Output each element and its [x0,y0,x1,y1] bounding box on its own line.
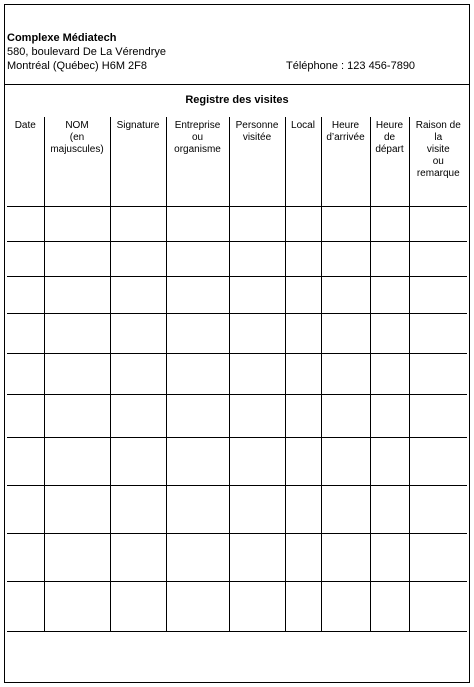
entry-cell[interactable] [321,276,370,313]
entry-cell[interactable] [370,313,409,353]
entry-cell[interactable] [229,394,285,437]
entry-cell[interactable] [409,437,467,485]
entry-cell[interactable] [321,206,370,241]
entry-cell[interactable] [166,581,229,631]
entry-cell[interactable] [7,353,44,394]
column-label: Heure de départ [375,120,404,155]
entry-cell[interactable] [229,581,285,631]
entry-cell[interactable] [370,581,409,631]
entry-cell[interactable] [285,313,321,353]
organization-city: Montréal (Québec) H6M 2F8 [7,60,147,72]
entry-cell[interactable] [44,581,110,631]
entry-cell[interactable] [370,394,409,437]
entry-cell[interactable] [370,437,409,485]
entry-cell[interactable] [7,276,44,313]
entry-cell[interactable] [409,533,467,581]
column-label: Raison de la visite ou remarque [415,120,461,179]
entry-cell[interactable] [166,241,229,276]
entry-cell[interactable] [229,437,285,485]
entry-cell[interactable] [321,485,370,533]
visitor-register-table [7,117,467,632]
entry-cell[interactable] [321,241,370,276]
entry-cell[interactable] [229,241,285,276]
entry-cell[interactable] [110,485,166,533]
entry-cell[interactable] [110,206,166,241]
entry-cell[interactable] [409,313,467,353]
column-label: Heure d’arrivée [326,120,365,143]
entry-cell[interactable] [7,533,44,581]
table-row [7,581,467,631]
entry-cell[interactable] [166,437,229,485]
header-divider [5,84,469,85]
entry-cell[interactable] [285,485,321,533]
entry-cell[interactable] [285,394,321,437]
entry-cell[interactable] [7,394,44,437]
entry-cell[interactable] [370,533,409,581]
entry-cell[interactable] [229,353,285,394]
entry-cell[interactable] [229,276,285,313]
column-label: Signature [116,120,160,131]
entry-cell[interactable] [44,394,110,437]
entry-cell[interactable] [229,533,285,581]
entry-cell[interactable] [110,276,166,313]
entry-cell[interactable] [166,394,229,437]
organization-name: Complexe Médiatech [7,32,117,44]
column-label: Personne visitée [235,120,279,143]
entry-cell[interactable] [110,241,166,276]
entry-cell[interactable] [110,533,166,581]
entry-cell[interactable] [370,206,409,241]
table-row [7,437,467,485]
organization-phone: Téléphone : 123 456-7890 [286,60,416,72]
table-row [7,353,467,394]
column-label: Entreprise ou organisme [174,120,221,155]
column-header-name [44,117,110,206]
column-header-room [285,117,321,206]
entry-cell[interactable] [166,485,229,533]
entry-cell[interactable] [321,437,370,485]
register-body [7,206,467,631]
visitor-register-sheet [4,4,470,683]
entry-cell[interactable] [370,276,409,313]
entry-cell[interactable] [110,353,166,394]
entry-cell[interactable] [409,206,467,241]
column-header-date [7,117,44,206]
entry-cell[interactable] [370,241,409,276]
entry-cell[interactable] [321,581,370,631]
entry-cell[interactable] [44,485,110,533]
column-header-reason [409,117,467,206]
entry-cell[interactable] [229,313,285,353]
entry-cell[interactable] [110,313,166,353]
column-header-company [166,117,229,206]
entry-cell[interactable] [285,533,321,581]
entry-cell[interactable] [7,206,44,241]
entry-cell[interactable] [285,241,321,276]
column-header-arrival-time [321,117,370,206]
entry-cell[interactable] [370,485,409,533]
column-header-departure-time [370,117,409,206]
organization-address: 580, boulevard De La Vérendrye [7,46,166,58]
entry-cell[interactable] [7,241,44,276]
entry-cell[interactable] [409,581,467,631]
column-label: Local [291,120,315,131]
entry-cell[interactable] [370,353,409,394]
entry-cell[interactable] [409,485,467,533]
entry-cell[interactable] [409,276,467,313]
entry-cell[interactable] [409,241,467,276]
table-header-row [7,117,467,206]
entry-cell[interactable] [44,313,110,353]
entry-cell[interactable] [7,313,44,353]
entry-cell[interactable] [44,206,110,241]
entry-cell[interactable] [166,533,229,581]
entry-cell[interactable] [285,206,321,241]
entry-cell[interactable] [44,276,110,313]
entry-cell[interactable] [166,276,229,313]
column-label: Date [14,120,36,131]
table-row [7,313,467,353]
entry-cell[interactable] [285,437,321,485]
entry-cell[interactable] [7,485,44,533]
entry-cell[interactable] [44,241,110,276]
entry-cell[interactable] [285,353,321,394]
entry-cell[interactable] [110,394,166,437]
entry-cell[interactable] [321,353,370,394]
entry-cell[interactable] [409,394,467,437]
table-row [7,276,467,313]
entry-cell[interactable] [285,276,321,313]
entry-cell[interactable] [409,353,467,394]
entry-cell[interactable] [285,581,321,631]
entry-cell[interactable] [166,353,229,394]
entry-cell[interactable] [321,533,370,581]
table-row [7,241,467,276]
entry-cell[interactable] [7,437,44,485]
entry-cell[interactable] [229,485,285,533]
entry-cell[interactable] [229,206,285,241]
entry-cell[interactable] [7,581,44,631]
column-header-person-visited [229,117,285,206]
table-row [7,485,467,533]
table-row [7,533,467,581]
column-header-signature [110,117,166,206]
column-label: NOM (en majuscules) [50,120,104,155]
register-title: Registre des visites [185,94,289,106]
entry-cell[interactable] [166,206,229,241]
entry-cell[interactable] [321,313,370,353]
entry-cell[interactable] [110,581,166,631]
entry-cell[interactable] [44,437,110,485]
entry-cell[interactable] [44,533,110,581]
table-row [7,206,467,241]
entry-cell[interactable] [166,313,229,353]
entry-cell[interactable] [321,394,370,437]
entry-cell[interactable] [44,353,110,394]
entry-cell[interactable] [110,437,166,485]
table-row [7,394,467,437]
